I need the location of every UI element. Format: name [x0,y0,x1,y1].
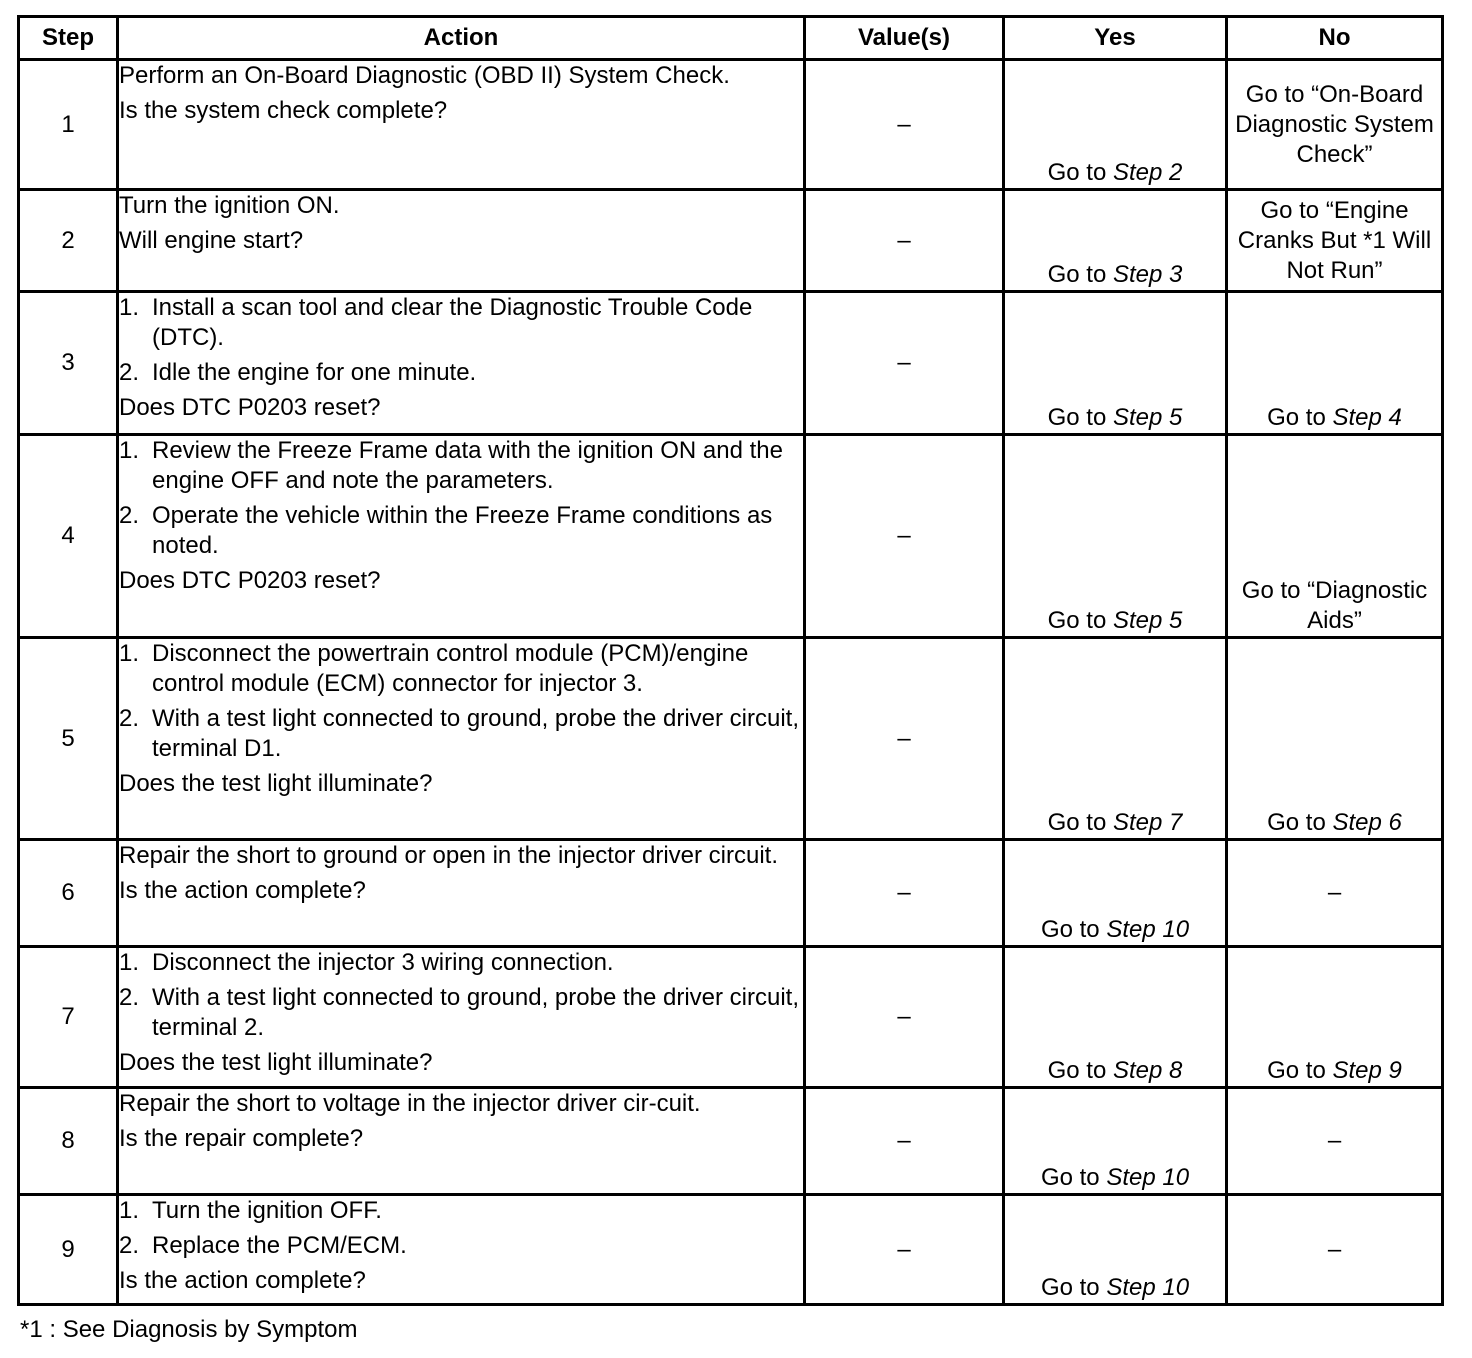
no-prefix: Go to [1267,404,1333,431]
action-question: Is the action complete? [119,1267,366,1294]
header-yes: Yes [1004,17,1227,60]
value-cell: – [805,435,1004,638]
action-text: Repair the short to voltage in the injector driver cir-cuit. [119,1090,701,1117]
yes-cell [1004,292,1227,435]
action-text: Turn the ignition ON. [119,192,340,219]
header-values: Value(s) [805,17,1004,60]
no-cell: – [1227,840,1443,947]
numbered-item: 1. Install a scan tool and clear the Diagnostic Trouble Code (DTC). [119,294,753,351]
no-prefix: Go to [1267,1057,1333,1084]
yes-cell [1004,190,1227,292]
table-row [19,638,1443,840]
value-cell: – [805,60,1004,190]
yes-prefix: Go to [1047,1057,1113,1084]
value-cell: – [805,947,1004,1088]
footnote: *1 : See Diagnosis by Symptom [20,1316,358,1343]
yes-prefix: Go to [1040,916,1107,943]
header-action: Action [118,17,805,60]
yes-cell [1004,840,1227,947]
table-row [19,840,1443,947]
no-cell [1227,947,1443,1088]
table-row [19,1088,1443,1195]
action-question: Is the system check complete? [119,97,448,124]
numbered-item: 2. Idle the engine for one minute. [119,359,477,386]
value-cell: – [805,638,1004,840]
numbered-item: 2. With a test light connected to ground, probe the driver circuit, terminal 2. [119,984,800,1041]
yes-prefix: Go to [1047,607,1113,634]
yes-cell [1004,1088,1227,1195]
yes-step-link[interactable]: Step 10 [1106,1274,1190,1301]
yes-step-link[interactable]: Step 7 [1112,809,1183,836]
no-cell [1227,638,1443,840]
yes-prefix: Go to [1047,261,1113,288]
action-question: Is the repair complete? [119,1125,364,1152]
action-text: Perform an On-Board Diagnostic (OBD II) System Check. [119,62,730,89]
step-number: 6 [19,840,118,947]
header-no: No [1227,17,1443,60]
yes-step-link[interactable]: Step 5 [1112,607,1183,634]
action-question: Is the action complete? [119,877,366,904]
numbered-item: 1. Turn the ignition OFF. [119,1197,382,1224]
numbered-item: 2. With a test light connected to ground, probe the driver circuit, terminal D1. [119,705,800,762]
yes-step-link[interactable]: Step 3 [1112,261,1183,288]
header-row [19,17,1443,60]
action-cell [118,190,805,292]
yes-cell [1004,638,1227,840]
table-row [19,292,1443,435]
table-row [19,1195,1443,1305]
action-cell [118,60,805,190]
step-number: 8 [19,1088,118,1195]
action-question: Will engine start? [119,227,304,254]
yes-step-link[interactable]: Step 5 [1112,404,1183,431]
yes-prefix: Go to [1047,404,1113,431]
step-number: 7 [19,947,118,1088]
numbered-item: 1. Review the Freeze Frame data with the ignition ON and the engine OFF and note the parameters. [119,437,783,494]
value-cell: – [805,1195,1004,1305]
step-number: 1 [19,60,118,190]
numbered-item: 2. Replace the PCM/ECM. [119,1232,407,1259]
yes-prefix: Go to [1040,1164,1107,1191]
yes-step-link[interactable]: Step 2 [1112,159,1183,186]
value-cell: – [805,840,1004,947]
no-cell: – [1227,1088,1443,1195]
no-step-link[interactable]: Step 9 [1332,1057,1402,1084]
yes-cell [1004,60,1227,190]
action-question: Does the test light illuminate? [119,770,433,797]
yes-step-link[interactable]: Step 10 [1106,916,1190,943]
yes-cell [1004,1195,1227,1305]
action-cell [118,1195,805,1305]
step-number: 4 [19,435,118,638]
numbered-item: 1. Disconnect the powertrain control module (PCM)/engine control module (ECM) connector for injector 3. [119,640,749,697]
yes-prefix: Go to [1047,809,1113,836]
yes-cell [1004,947,1227,1088]
no-cell[interactable]: Go to “Engine Cranks But *1 Will Not Run” [1227,190,1443,292]
value-cell: – [805,292,1004,435]
no-step-link[interactable]: Step 6 [1332,809,1402,836]
step-number: 5 [19,638,118,840]
action-question: Does the test light illuminate? [119,1049,433,1076]
step-number: 2 [19,190,118,292]
table-row [19,435,1443,638]
value-cell: – [805,190,1004,292]
no-cell[interactable]: Go to “Diagnostic Aids” [1227,435,1443,638]
numbered-item: 2. Operate the vehicle within the Freeze Frame conditions as noted. [119,502,773,559]
action-question: Does DTC P0203 reset? [119,394,381,421]
action-cell [118,292,805,435]
action-cell [118,1088,805,1195]
action-text: Repair the short to ground or open in the injector driver circuit. [119,842,779,869]
yes-step-link[interactable]: Step 8 [1112,1057,1183,1084]
yes-prefix: Go to [1047,159,1113,186]
action-cell [118,435,805,638]
no-cell[interactable]: Go to “On-Board Diagnostic System Check” [1227,60,1443,190]
diagnostic-table [17,15,1444,1306]
header-step: Step [19,17,118,60]
no-cell: – [1227,1195,1443,1305]
numbered-item: 1. Disconnect the injector 3 wiring connection. [119,949,614,976]
no-prefix: Go to [1267,809,1333,836]
no-cell [1227,292,1443,435]
table-row [19,60,1443,190]
action-cell [118,638,805,840]
action-question: Does DTC P0203 reset? [119,567,381,594]
yes-prefix: Go to [1040,1274,1107,1301]
table-row [19,947,1443,1088]
action-cell [118,947,805,1088]
step-number: 9 [19,1195,118,1305]
no-step-link[interactable]: Step 4 [1332,404,1402,431]
value-cell: – [805,1088,1004,1195]
yes-step-link[interactable]: Step 10 [1106,1164,1190,1191]
action-cell [118,840,805,947]
table-row [19,190,1443,292]
yes-cell [1004,435,1227,638]
step-number: 3 [19,292,118,435]
